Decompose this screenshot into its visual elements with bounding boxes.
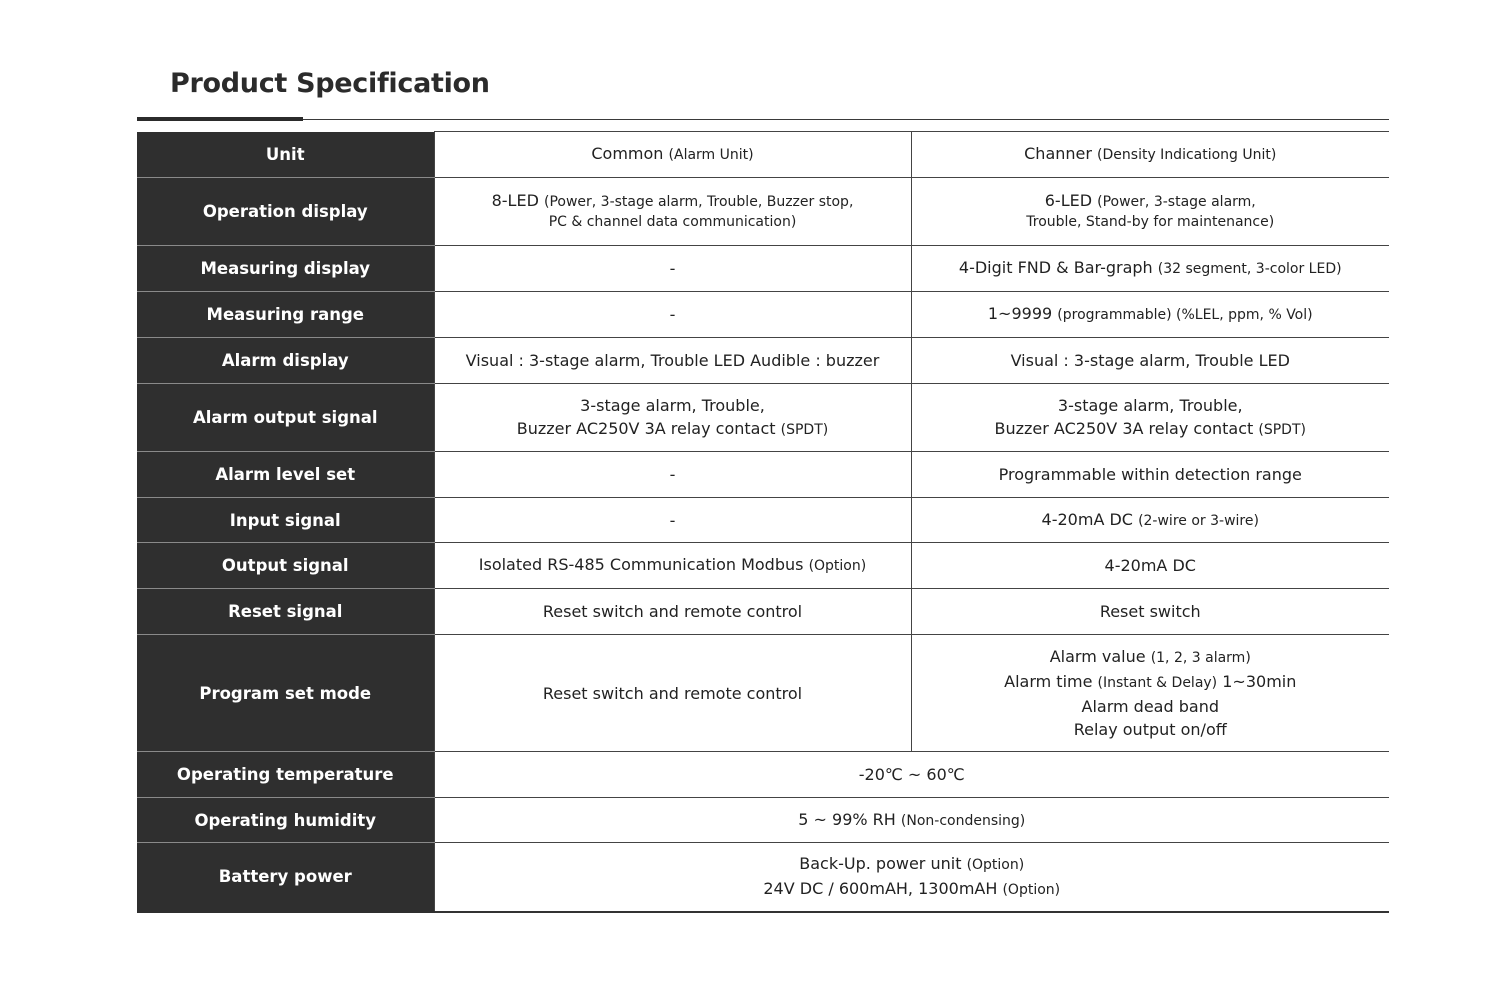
table-row bbox=[137, 246, 1389, 292]
cell-channel-input-signal bbox=[911, 498, 1389, 543]
cell-note: (SPDT) bbox=[780, 421, 829, 438]
cell-common-operation-display bbox=[434, 178, 911, 246]
cell-note: (Instant & Delay) bbox=[1097, 675, 1218, 691]
table-row bbox=[137, 384, 1389, 452]
cell-shared-operating-humidity bbox=[434, 798, 1389, 843]
cell-note: (Non-condensing) bbox=[900, 812, 1026, 829]
cell-note: (programmable) (%LEL, ppm, % Vol) bbox=[1057, 307, 1313, 323]
cell-main: Isolated RS-485 Communication Modbus bbox=[478, 555, 804, 574]
cell-common-reset-signal: Reset switch and remote control bbox=[434, 589, 911, 635]
cell-channel-measuring-display bbox=[911, 246, 1389, 292]
table-row bbox=[137, 178, 1389, 246]
cell-shared-operating-temperature: -20℃ ~ 60℃ bbox=[434, 752, 1389, 798]
table-row bbox=[137, 452, 1389, 498]
cell-note: (Option) bbox=[1002, 881, 1061, 898]
cell-line bbox=[920, 191, 1382, 212]
cell-common-alarm-display: Visual : 3-stage alarm, Trouble LED Audible : buzzer bbox=[434, 338, 911, 384]
row-label-alarm-output-signal: Alarm output signal bbox=[137, 384, 434, 452]
cell-line bbox=[920, 670, 1382, 695]
cell-line bbox=[920, 645, 1382, 670]
row-label-operating-temperature: Operating temperature bbox=[137, 752, 434, 798]
table-row bbox=[137, 543, 1389, 589]
cell-note: (SPDT) bbox=[1258, 421, 1306, 438]
cell-line bbox=[443, 191, 903, 212]
cell-main: 24V DC / 600mAH, 1300mAH bbox=[763, 878, 998, 898]
table-row bbox=[137, 338, 1389, 384]
row-label-operation-display: Operation display bbox=[137, 178, 434, 246]
cell-channel-reset-signal: Reset switch bbox=[911, 589, 1389, 635]
row-label-output-signal: Output signal bbox=[137, 543, 434, 589]
row-label-alarm-level-set: Alarm level set bbox=[137, 452, 434, 498]
cell-main: 8-LED bbox=[491, 191, 539, 210]
cell-channel-measuring-range bbox=[911, 292, 1389, 338]
cell-note: (1, 2, 3 alarm) bbox=[1150, 650, 1251, 666]
cell-main: 4-20mA DC bbox=[1041, 509, 1133, 529]
cell-main: Common bbox=[591, 144, 664, 163]
cell-main: Back-Up. power unit bbox=[799, 853, 962, 873]
table-row bbox=[137, 635, 1389, 752]
cell-note: (32 segment, 3-color LED) bbox=[1157, 261, 1342, 277]
cell-note: (Option) bbox=[808, 558, 867, 574]
table-row bbox=[137, 132, 1389, 178]
cell-note: (Option) bbox=[966, 856, 1025, 873]
cell-main: 5 ~ 99% RH bbox=[798, 809, 896, 829]
cell-main: Buzzer AC250V 3A relay contact bbox=[516, 418, 776, 438]
cell-note: (2-wire or 3-wire) bbox=[1138, 512, 1259, 529]
cell-main: 6-LED bbox=[1044, 191, 1093, 210]
cell-note: (Alarm Unit) bbox=[668, 147, 754, 163]
row-label-measuring-display: Measuring display bbox=[137, 246, 434, 292]
table-row bbox=[137, 292, 1389, 338]
cell-line: Alarm dead band bbox=[1081, 697, 1219, 716]
row-label-unit: Unit bbox=[137, 132, 434, 178]
cell-channel-alarm-display: Visual : 3-stage alarm, Trouble LED bbox=[911, 338, 1389, 384]
cell-shared-battery-power bbox=[434, 843, 1389, 912]
cell-main: 4-Digit FND & Bar-graph bbox=[958, 258, 1153, 277]
row-label-battery-power: Battery power bbox=[137, 843, 434, 912]
cell-channel-unit bbox=[911, 132, 1389, 178]
row-label-input-signal: Input signal bbox=[137, 498, 434, 543]
cell-common-measuring-display: - bbox=[434, 246, 911, 292]
cell-main: Alarm value bbox=[1049, 647, 1146, 666]
cell-common-unit bbox=[434, 132, 911, 178]
table-row bbox=[137, 589, 1389, 635]
cell-common-input-signal: - bbox=[434, 498, 911, 543]
cell-line bbox=[920, 417, 1382, 442]
cell-common-program-set-mode: Reset switch and remote control bbox=[434, 635, 911, 752]
row-label-reset-signal: Reset signal bbox=[137, 589, 434, 635]
cell-note: PC & channel data communication) bbox=[548, 214, 797, 230]
cell-line bbox=[443, 417, 903, 442]
row-label-operating-humidity: Operating humidity bbox=[137, 798, 434, 843]
cell-note: (Power, 3-stage alarm, Trouble, Buzzer stop, bbox=[543, 194, 854, 210]
spec-table bbox=[137, 131, 1389, 913]
title-accent-bar bbox=[137, 117, 303, 121]
cell-main: 1~30min bbox=[1222, 672, 1297, 691]
title-underline bbox=[137, 119, 1389, 120]
cell-line: Relay output on/off bbox=[1073, 720, 1227, 739]
cell-channel-alarm-output-signal bbox=[911, 384, 1389, 452]
cell-channel-alarm-level-set: Programmable within detection range bbox=[911, 452, 1389, 498]
cell-channel-program-set-mode bbox=[911, 635, 1389, 752]
cell-common-alarm-level-set: - bbox=[434, 452, 911, 498]
cell-note: Trouble, Stand-by for maintenance) bbox=[1026, 214, 1275, 230]
row-label-measuring-range: Measuring range bbox=[137, 292, 434, 338]
cell-channel-output-signal: 4-20mA DC bbox=[911, 543, 1389, 589]
cell-line: 3-stage alarm, Trouble, bbox=[580, 395, 765, 415]
cell-main: Channer bbox=[1024, 144, 1092, 163]
cell-line bbox=[443, 852, 1382, 877]
cell-line bbox=[443, 877, 1382, 902]
cell-main: Buzzer AC250V 3A relay contact bbox=[994, 418, 1254, 438]
cell-main: 1~9999 bbox=[987, 304, 1053, 323]
row-label-program-set-mode: Program set mode bbox=[137, 635, 434, 752]
cell-common-measuring-range: - bbox=[434, 292, 911, 338]
cell-note: (Density Indicationg Unit) bbox=[1097, 147, 1277, 163]
table-row bbox=[137, 798, 1389, 843]
cell-channel-operation-display bbox=[911, 178, 1389, 246]
cell-common-output-signal bbox=[434, 543, 911, 589]
page-title: Product Specification bbox=[170, 68, 490, 99]
cell-note: (Power, 3-stage alarm, bbox=[1097, 194, 1256, 210]
cell-main: Alarm time bbox=[1004, 672, 1093, 691]
cell-common-alarm-output-signal bbox=[434, 384, 911, 452]
table-row bbox=[137, 843, 1389, 912]
table-row bbox=[137, 498, 1389, 543]
table-row bbox=[137, 752, 1389, 798]
cell-line: 3-stage alarm, Trouble, bbox=[1057, 395, 1243, 415]
row-label-alarm-display: Alarm display bbox=[137, 338, 434, 384]
